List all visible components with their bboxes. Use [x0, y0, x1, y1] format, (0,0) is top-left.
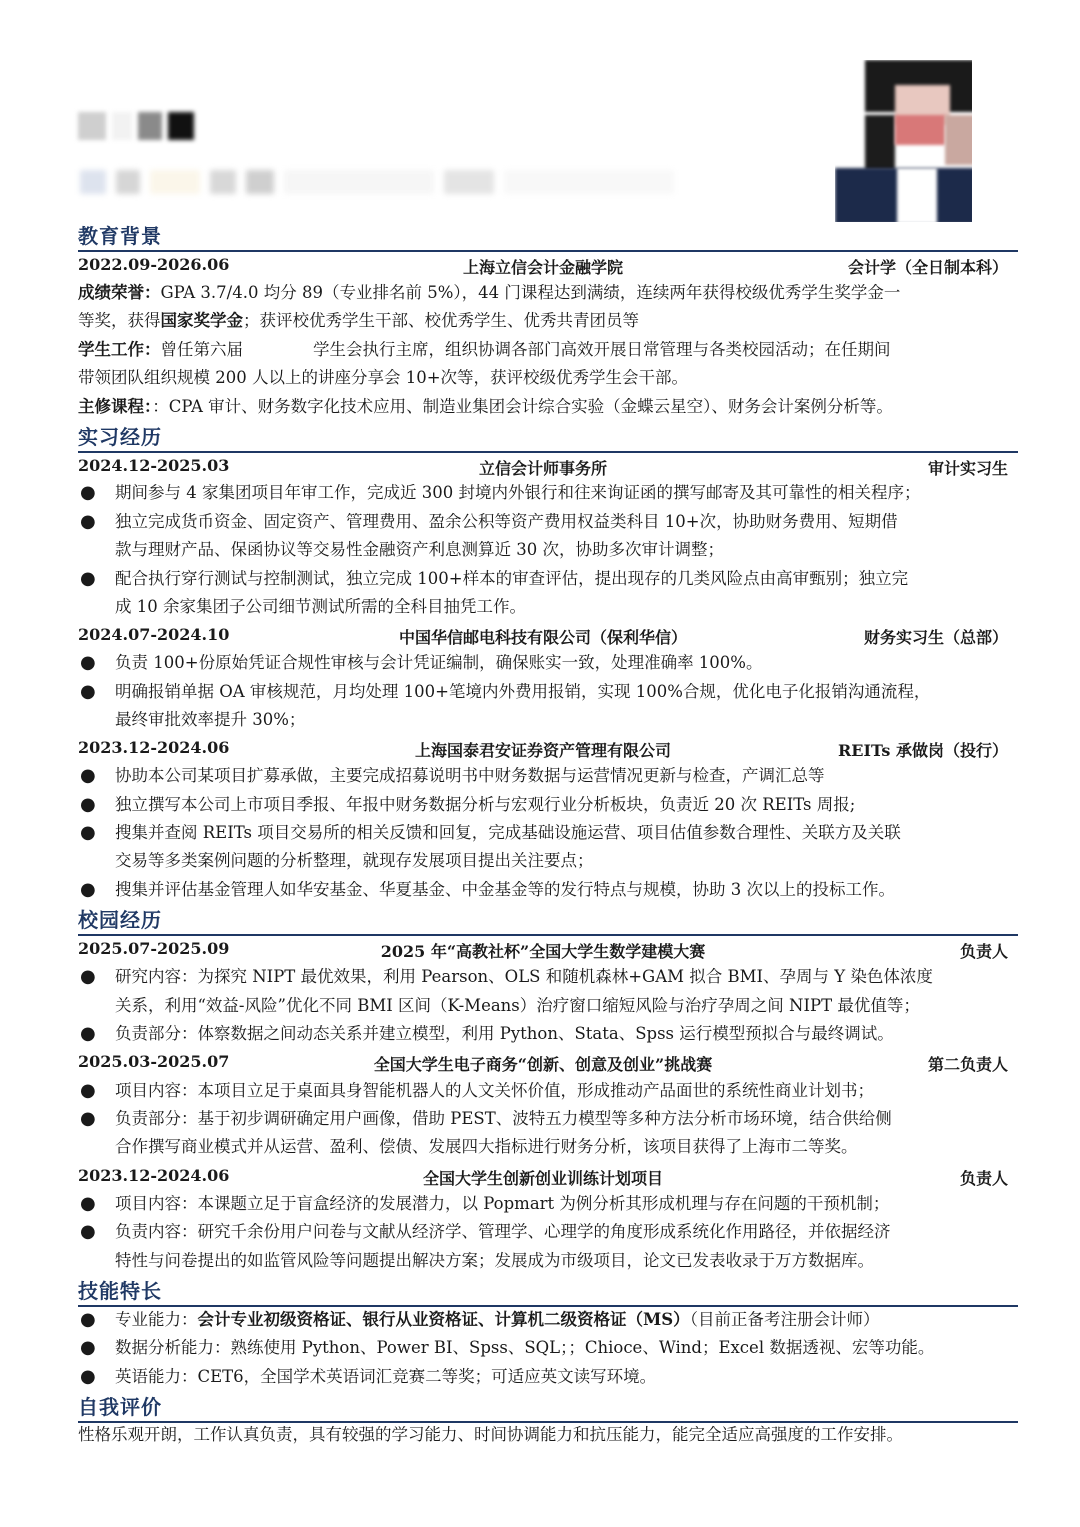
- entry-date: 2025.03-2025.07: [78, 1052, 230, 1071]
- list-item: ● 独立完成货币资金、固定资产、管理费用、盈余公积等资产费用权益类科目 10+次，协助财务费用、短期借: [78, 508, 1008, 536]
- section-title: 技能特长: [78, 1279, 162, 1303]
- section-header-education: [78, 220, 1018, 252]
- section-header-skills: [78, 1275, 1018, 1307]
- bullet-icon: ●: [80, 1080, 96, 1101]
- grades-label: 成绩荣誉：: [78, 283, 161, 302]
- list-item-continuation: 特性与问卷提出的如监管风险等问题提出解决方案；发展成为市级项目，论文已发表收录于万方数据库。: [115, 1251, 874, 1270]
- list-item: ● 明确报销单据 OA 审核规范，月均处理 100+笔境内外费用报销，实现 100%合规，优化电子化报销沟通流程，: [78, 678, 1008, 706]
- list-item: ● 期间参与 4 家集团项目年审工作，完成近 300 封境内外银行和往来询证函的撰写邮寄及其可靠性的相关程序；: [78, 479, 1008, 507]
- entry-role: 负责人: [959, 1169, 1008, 1188]
- bullet-icon: ●: [80, 482, 96, 503]
- list-item-continuation: 最终审批效率提升 30%；: [115, 710, 306, 729]
- self-evaluation-text: 性格乐观开朗，工作认真负责，具有较强的学习能力、时间协调能力和抗压能力，能完全适应高强度的工作安排。: [78, 1425, 903, 1444]
- campus-entry-header: [78, 939, 1008, 963]
- contact-redacted: [80, 170, 674, 196]
- bullet-icon: ●: [80, 879, 96, 900]
- list-item: ● 搜集并查阅 REITs 项目交易所的相关反馈和回复，完成基础设施运营、项目估值参数合理性、关联方及关联: [78, 819, 1008, 847]
- entry-date: 2024.12-2025.03: [78, 456, 230, 475]
- internship-entry-header: [78, 625, 1008, 649]
- courses-line: [78, 393, 1008, 421]
- work-text: 学生会执行主席，组织协调各部门高效开展日常管理与各类校园活动；在任期间: [313, 340, 891, 359]
- grades-line-2: [78, 307, 1008, 335]
- entry-major: 会计学（全日制本科）: [847, 258, 1008, 277]
- entry-role: 财务实习生（总部）: [863, 628, 1008, 647]
- bullet-icon: ●: [80, 1337, 96, 1358]
- courses-text: ：CPA 审计、财务数字化技术应用、制造业集团会计综合实验（金蝶云星空）、财务会计案例分析等。: [152, 397, 893, 416]
- section-header-campus: [78, 904, 1018, 936]
- list-item-continuation: 款与理财产品、保函协议等交易性金融资产利息测算近 30 次，协助多次审计调整；: [115, 540, 724, 559]
- bullet-icon: ●: [80, 681, 96, 702]
- list-item: ● 项目内容：本项目立足于桌面具身智能机器人的人文关怀价值，形成推动产品面世的系统性商业计划书；: [78, 1077, 1008, 1105]
- skill-item-professional: [78, 1306, 1008, 1334]
- entry-date: 2024.07-2024.10: [78, 625, 230, 644]
- work-label: 学生工作：: [78, 340, 161, 359]
- list-item: ● 负责内容：研究千余份用户问卷与文献从经济学、管理学、心理学的角度形成系统化作用路径，并依据经济: [78, 1218, 1008, 1246]
- entry-role: 负责人: [959, 942, 1008, 961]
- list-item-continuation: 成 10 余家集团子公司细节测试所需的全科目抽凭工作。: [115, 597, 526, 616]
- list-item: ● 研究内容：为探究 NIPT 最优效果，利用 Pearson、OLS 和随机森林+GAM 拟合 BMI、孕周与 Y 染色体浓度: [78, 963, 1008, 991]
- entry-org: 2025 年“高教社杯”全国大学生数学建模大赛: [380, 942, 706, 961]
- campus-entry-header: [78, 1166, 1008, 1190]
- bullet-icon: ●: [80, 511, 96, 532]
- grades-line-1: [78, 279, 1008, 307]
- skill-item-data: ● 数据分析能力：熟练使用 Python、Power BI、Spss、SQL；；Chioce、Wind；Excel 数据透视、宏等功能。: [78, 1334, 1008, 1362]
- list-item: ● 独立撰写本公司上市项目季报、年报中财务数据分析与宏观行业分析板块，负责近 20 次 REITs 周报;: [78, 791, 1008, 819]
- entry-role: 审计实习生: [927, 459, 1008, 478]
- section-title: 自我评价: [78, 1395, 162, 1419]
- list-item-continuation: 合作撰写商业模式并从运营、盈利、偿债、发展四大指标进行财务分析，该项目获得了上海市二等奖。: [115, 1137, 858, 1156]
- section-title: 实习经历: [78, 425, 162, 449]
- education-entry-header: [78, 255, 1008, 279]
- bullet-icon: ●: [80, 1366, 96, 1387]
- list-item: ● 负责部分：体察数据之间动态关系并建立模型，利用 Python、Stata、Spss 运行模型预拟合与最终调试。: [78, 1020, 1008, 1048]
- name-redacted: [78, 112, 194, 142]
- entry-role: REITs 承做岗（投行）: [838, 741, 1008, 760]
- profile-photo-redacted: [835, 60, 972, 222]
- grades-text: 等奖，获得: [78, 311, 161, 330]
- entry-org: 全国大学生电子商务“创新、创意及创业”挑战赛: [373, 1055, 713, 1074]
- bullet-icon: ●: [80, 1108, 96, 1129]
- list-item-continuation: 关系，利用“效益-风险”优化不同 BMI 区间（K-Means）治疗窗口缩短风险与治疗孕周之间 NIPT 最优值等；: [115, 996, 920, 1015]
- section-title: 校园经历: [78, 908, 162, 932]
- entry-org: 上海国泰君安证券资产管理有限公司: [414, 741, 671, 760]
- entry-org: 立信会计师事务所: [478, 459, 607, 478]
- bullet-icon: ●: [80, 1221, 96, 1242]
- entry-date: 2025.07-2025.09: [78, 939, 230, 958]
- bullet-icon: ●: [80, 652, 96, 673]
- list-item: ● 负责部分：基于初步调研确定用户画像，借助 PEST、波特五力模型等多种方法分析市场环境，结合供给侧: [78, 1105, 1008, 1133]
- list-item: ● 负责 100+份原始凭证合规性审核与会计凭证编制，确保账实一致，处理准确率 100%。: [78, 649, 1008, 677]
- grades-text: GPA 3.7/4.0 均分 89（专业排名前 5%），44 门课程达到满绩，连续两年获得校级优秀学生奖学金一: [160, 283, 901, 302]
- bullet-icon: ●: [80, 966, 96, 987]
- entry-org: 中国华信邮电科技有限公司（保利华信）: [398, 628, 687, 647]
- list-item: ● 项目内容：本课题立足于盲盒经济的发展潜力，以 Popmart 为例分析其形成机理与存在问题的干预机制；: [78, 1190, 1008, 1218]
- skill-note: （目前正备考注册会计师）: [689, 1310, 880, 1329]
- bullet-icon: ●: [80, 568, 96, 589]
- list-item-continuation: 交易等多类案例问题的分析整理，就现存发展项目提出关注要点；: [115, 851, 594, 870]
- courses-label: 主修课程：: [78, 397, 153, 416]
- grades-text: ；获评校优秀学生干部、校优秀学生、优秀共青团员等: [243, 311, 639, 330]
- skill-certificates: 会计专业初级资格证、银行从业资格证、计算机二级资格证（MS）: [197, 1310, 690, 1329]
- campus-entry-header: [78, 1052, 1008, 1076]
- section-header-internship: [78, 421, 1018, 453]
- internship-entry-header: [78, 456, 1008, 480]
- list-item: ● 协助本公司某项目扩募承做，主要完成招募说明书中财务数据与运营情况更新与检查，产调汇总等: [78, 762, 1008, 790]
- entry-role: 第二负责人: [927, 1055, 1008, 1074]
- bullet-icon: ●: [80, 1023, 96, 1044]
- internship-entry-header: [78, 738, 1008, 762]
- work-line-1: [78, 336, 1008, 364]
- skill-item-english: ● 英语能力：CET6，全国学术英语词汇竞赛二等奖；可适应英文读写环境。: [78, 1363, 1008, 1391]
- bullet-icon: ●: [80, 765, 96, 786]
- bullet-icon: ●: [80, 822, 96, 843]
- work-line-2: 带领团队组织规模 200 人以上的讲座分享会 10+次等，获评校级优秀学生会干部。: [78, 368, 689, 387]
- entry-school: 上海立信会计金融学院: [462, 258, 623, 277]
- entry-date: 2022.09-2026.06: [78, 255, 230, 274]
- bullet-icon: ●: [80, 1193, 96, 1214]
- bullet-icon: ●: [80, 1309, 96, 1330]
- bullet-icon: ●: [80, 794, 96, 815]
- grades-highlight: 国家奖学金: [160, 311, 243, 330]
- entry-date: 2023.12-2024.06: [78, 1166, 230, 1185]
- list-item: ● 搜集并评估基金管理人如华安基金、华夏基金、中金基金等的发行特点与规模，协助 3 次以上的投标工作。: [78, 876, 1008, 904]
- section-title: 教育背景: [78, 224, 162, 248]
- entry-date: 2023.12-2024.06: [78, 738, 230, 757]
- section-header-self: [78, 1391, 1018, 1423]
- skill-label: 专业能力：: [115, 1310, 198, 1329]
- work-text: 曾任第六届: [160, 340, 243, 359]
- list-item: ● 配合执行穿行测试与控制测试，独立完成 100+样本的审查评估，提出现存的几类风险点由高审甄别；独立完: [78, 565, 1008, 593]
- entry-org: 全国大学生创新创业训练计划项目: [422, 1169, 663, 1188]
